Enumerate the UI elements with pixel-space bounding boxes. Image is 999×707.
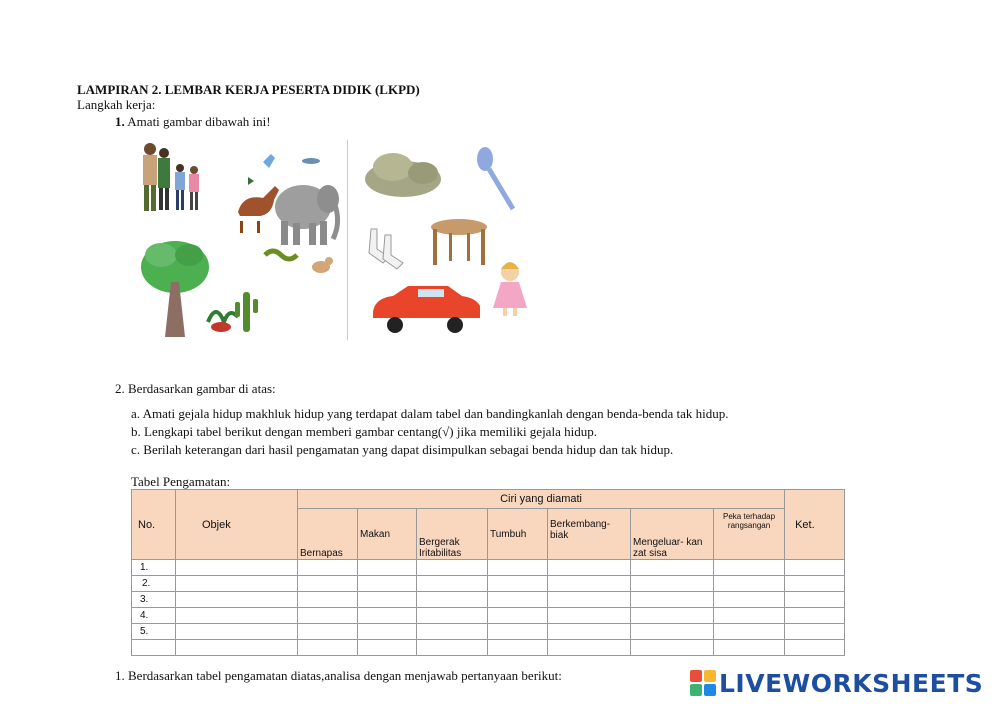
- logo-icon: [690, 670, 716, 696]
- liveworksheets-logo: [690, 668, 983, 698]
- row-number: 2.: [132, 576, 176, 592]
- check-cell[interactable]: [714, 576, 785, 592]
- table-caption: Tabel Pengamatan:: [131, 474, 231, 489]
- step-2-number: 2.: [115, 381, 125, 396]
- check-cell[interactable]: [417, 592, 488, 608]
- check-cell[interactable]: [714, 640, 785, 656]
- bird-fish-figure: [248, 154, 320, 185]
- check-cell[interactable]: [548, 624, 631, 640]
- logo-text: LIVEWORKSHEETS: [719, 668, 984, 698]
- objek-cell[interactable]: [176, 608, 298, 624]
- check-cell[interactable]: [714, 624, 785, 640]
- check-cell[interactable]: [358, 576, 417, 592]
- check-cell[interactable]: [714, 560, 785, 576]
- check-cell[interactable]: [298, 608, 358, 624]
- trait-header: Tumbuh: [488, 509, 548, 560]
- plant-cactus-figure: [208, 292, 258, 332]
- car-figure: [373, 286, 480, 333]
- objek-cell[interactable]: [176, 592, 298, 608]
- table-row: [132, 576, 845, 592]
- socks-figure: [369, 229, 403, 269]
- check-cell[interactable]: [488, 592, 548, 608]
- instruction-text: Berilah keterangan dari hasil pengamatan yang dapat disimpulkan sebagai benda hidup dan tak hidup.: [143, 442, 674, 457]
- check-cell[interactable]: [417, 608, 488, 624]
- row-number: 5.: [132, 624, 176, 640]
- instruction-c: [131, 442, 673, 458]
- row-number: 1.: [132, 560, 176, 576]
- ket-cell[interactable]: [785, 624, 845, 640]
- check-cell[interactable]: [548, 592, 631, 608]
- ket-cell[interactable]: [785, 608, 845, 624]
- rock-figure: [365, 153, 441, 197]
- header-ket: Ket.: [785, 490, 845, 560]
- trait-header: Peka terhadap rangsangan: [714, 509, 785, 560]
- objek-cell[interactable]: [176, 640, 298, 656]
- instruction-text: Lengkapi tabel berikut dengan memberi gambar centang(√) jika memiliki gejala hidup.: [144, 424, 597, 439]
- snake-cat-figure: [265, 251, 333, 273]
- horse-figure: [238, 186, 279, 233]
- ket-cell[interactable]: [785, 640, 845, 656]
- objek-cell[interactable]: [176, 560, 298, 576]
- check-cell[interactable]: [417, 560, 488, 576]
- check-cell[interactable]: [714, 592, 785, 608]
- check-cell[interactable]: [358, 640, 417, 656]
- living-nonliving-illustration: [133, 137, 548, 347]
- check-cell[interactable]: [631, 592, 714, 608]
- check-cell[interactable]: [298, 624, 358, 640]
- trait-header: Berkembang-biak: [548, 509, 631, 560]
- steps-label: Langkah kerja:: [77, 97, 156, 112]
- doll-figure: [493, 262, 527, 316]
- check-cell[interactable]: [488, 624, 548, 640]
- check-cell[interactable]: [298, 560, 358, 576]
- check-cell[interactable]: [631, 640, 714, 656]
- check-cell[interactable]: [298, 576, 358, 592]
- step-2-text: Berdasarkan gambar di atas:: [128, 381, 276, 396]
- table-row: [132, 560, 845, 576]
- check-cell[interactable]: [417, 624, 488, 640]
- step-1-number: 1.: [115, 114, 125, 129]
- trait-header: Mengeluar- kan zat sisa: [631, 509, 714, 560]
- footer-question: 1. Berdasarkan tabel pengamatan diatas,analisa dengan menjawab pertanyaan berikut:: [115, 668, 562, 683]
- table-figure: [431, 219, 487, 265]
- check-cell[interactable]: [298, 592, 358, 608]
- instruction-text: Amati gejala hidup makhluk hidup yang terdapat dalam tabel dan bandingkanlah dengan benda-benda tak hidup.: [142, 406, 729, 421]
- step-2: [115, 381, 276, 397]
- trait-header: Bergerak Iritabilitas: [417, 509, 488, 560]
- ket-cell[interactable]: [785, 592, 845, 608]
- row-number: [132, 640, 176, 656]
- table-row: [132, 640, 845, 656]
- instruction-letter: c.: [131, 442, 141, 457]
- ket-cell[interactable]: [785, 560, 845, 576]
- table-row: [132, 592, 845, 608]
- step-1-text: Amati gambar dibawah ini!: [127, 114, 271, 129]
- instruction-letter: b.: [131, 424, 141, 439]
- check-cell[interactable]: [488, 608, 548, 624]
- page-title: LAMPIRAN 2. LEMBAR KERJA PESERTA DIDIK (LKPD): [77, 82, 420, 97]
- observation-table: [131, 489, 845, 656]
- instruction-letter: a.: [131, 406, 141, 421]
- brush-figure: [477, 147, 513, 209]
- table-row: [132, 624, 845, 640]
- trait-header: Bernapas: [298, 509, 358, 560]
- header-no: No.: [132, 490, 176, 560]
- tree-figure: [141, 241, 209, 337]
- check-cell[interactable]: [358, 560, 417, 576]
- check-cell[interactable]: [548, 560, 631, 576]
- check-cell[interactable]: [358, 592, 417, 608]
- instruction-b: [131, 424, 597, 440]
- check-cell[interactable]: [548, 576, 631, 592]
- row-number: 4.: [132, 608, 176, 624]
- row-number: 3.: [132, 592, 176, 608]
- check-cell[interactable]: [548, 640, 631, 656]
- illustration-divider: [347, 140, 348, 340]
- family-figure: [143, 143, 199, 211]
- objek-cell[interactable]: [176, 576, 298, 592]
- check-cell[interactable]: [631, 560, 714, 576]
- check-cell[interactable]: [417, 576, 488, 592]
- check-cell[interactable]: [548, 608, 631, 624]
- check-cell[interactable]: [417, 640, 488, 656]
- step-1: [115, 114, 271, 130]
- header-objek: Objek: [176, 490, 298, 560]
- elephant-figure: [275, 185, 339, 245]
- check-cell[interactable]: [631, 576, 714, 592]
- check-cell[interactable]: [358, 608, 417, 624]
- trait-header: Makan: [358, 509, 417, 560]
- table-row: [132, 608, 845, 624]
- check-cell[interactable]: [298, 640, 358, 656]
- instruction-a: [131, 406, 728, 422]
- check-cell[interactable]: [488, 576, 548, 592]
- objek-cell[interactable]: [176, 624, 298, 640]
- check-cell[interactable]: [631, 624, 714, 640]
- check-cell[interactable]: [488, 560, 548, 576]
- header-ciri: Ciri yang diamati: [298, 490, 785, 509]
- ket-cell[interactable]: [785, 576, 845, 592]
- check-cell[interactable]: [358, 624, 417, 640]
- check-cell[interactable]: [631, 608, 714, 624]
- check-cell[interactable]: [488, 640, 548, 656]
- check-cell[interactable]: [714, 608, 785, 624]
